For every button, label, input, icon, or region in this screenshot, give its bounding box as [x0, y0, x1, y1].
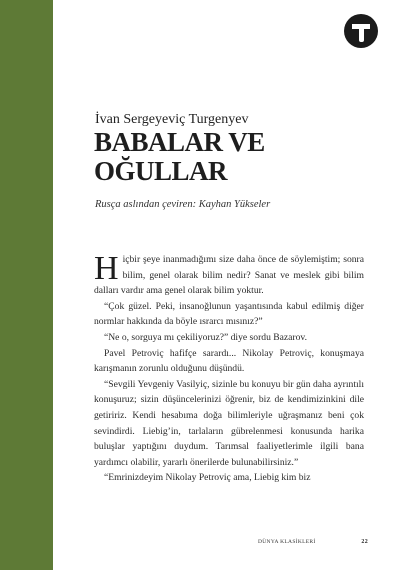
series-name: DÜNYA KLASİKLERİ	[258, 539, 316, 545]
paragraph-text: “Ne o, sorguya mı çekiliyoruz?” diye sordu Bazarov.	[104, 331, 308, 343]
book-title-line: BABALAR VE	[94, 127, 265, 157]
page-number: 22	[361, 539, 368, 545]
paragraph-text: içbir şeye inanmadığımı size daha önce de söylemiştim; sonra bilim, genel olarak bilim nedir? Sanat ve meslek gibi bilim dalları vardır ama genel olarak bilim yoktur.	[94, 254, 364, 297]
cover-spine-band	[0, 0, 53, 570]
paragraph-text: “Sevgili Yevgeniy Vasilyiç, sizinle bu konuyu bir gün daha ayrıntılı konuşuruz; sizin düşüncelerinizi öğrenir, biz de kendimizinkini dile getiririz. Kendi hesabıma doğa bilimleriyle uğraşmanız beni çok sevindirdi. Liebig’in, tarlaların gübrelenmesi konusunda harika buluşlar yaptığını duydum. Tarımsal faaliyetlerimle ilgili bana yardımcı olabilir, yararlı önerilerde bulunabilirsiniz.”	[94, 378, 364, 468]
paragraph-text: “Çok güzel. Peki, insanoğlunun yaşantısında kabul edilmiş diğer normlar hakkında da böyle ısrarcı mısınız?”	[94, 300, 364, 328]
paragraph	[94, 299, 364, 330]
excerpt-text	[94, 252, 364, 486]
page-footer	[258, 539, 368, 545]
paragraph-text: Pavel Petroviç hafifçe sarardı... Nikolay Petroviç, konuşmaya karışmanın zorunlu olduğunu düşündü.	[94, 347, 364, 375]
paragraph-text: “Emrinizdeyim Nikolay Petroviç ama, Liebig kim biz	[104, 472, 311, 484]
paragraph	[94, 252, 364, 299]
drop-cap: H	[94, 250, 119, 287]
publisher-logo-icon	[344, 14, 378, 48]
paragraph	[94, 377, 364, 471]
book-title-line: OĞULLAR	[94, 156, 228, 186]
book-author: İvan Sergeyeviç Turgenyev	[95, 112, 249, 127]
translator-credit: Rusça aslından çeviren: Kayhan Yükseler	[95, 199, 271, 210]
paragraph	[94, 470, 364, 486]
paragraph	[94, 346, 364, 377]
book-title	[94, 128, 265, 186]
paragraph	[94, 330, 364, 346]
